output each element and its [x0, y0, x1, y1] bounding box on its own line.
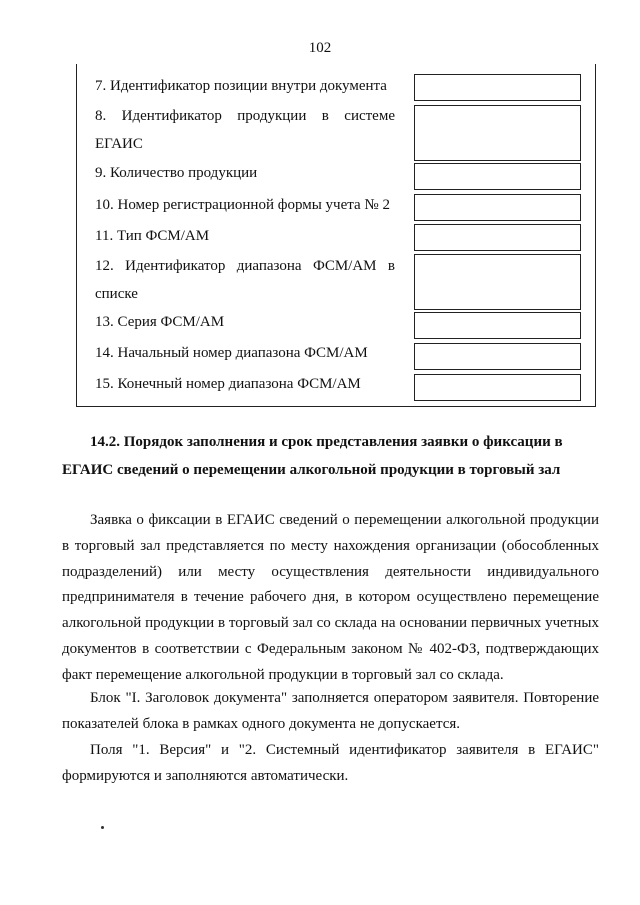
field-input-box[interactable] [414, 163, 581, 190]
field-label-line: 8. Идентификатор продукции в системе [95, 108, 395, 124]
field-input-box[interactable] [414, 312, 581, 339]
body-paragraph [62, 508, 599, 689]
section-heading [62, 428, 582, 484]
form-fields-table [76, 64, 596, 407]
field-input-box[interactable] [414, 254, 581, 310]
field-label: 9. Количество продукции [95, 165, 258, 181]
section-heading-line: 14.2. Порядок заполнения и срок представления заявки о фиксации в [90, 434, 563, 450]
field-input-box[interactable] [414, 224, 581, 251]
field-label-line: 12. Идентификатор диапазона ФСМ/АМ в [95, 258, 395, 274]
field-label: 7. Идентификатор позиции внутри документа [95, 78, 387, 94]
field-label [95, 252, 395, 308]
paragraph-text: Блок "I. Заголовок документа" заполняется оператором заявителя. Повторение показателей блока в рамках одного документа не допускается. [62, 690, 599, 732]
field-label-line: списке [95, 286, 138, 302]
field-input-box[interactable] [414, 343, 581, 370]
field-input-box[interactable] [414, 194, 581, 221]
field-label: 11. Тип ФСМ/АМ [95, 228, 210, 244]
field-label-line: ЕГАИС [95, 136, 143, 152]
field-label: 13. Серия ФСМ/АМ [95, 314, 225, 330]
body-paragraph [62, 686, 599, 738]
page-number: 102 [308, 40, 332, 56]
scan-speck [101, 826, 104, 829]
paragraph-text: Поля "1. Версия" и "2. Системный идентификатор заявителя в ЕГАИС" формируются и заполняются автоматически. [62, 742, 599, 784]
body-paragraph [62, 738, 599, 790]
field-label: 15. Конечный номер диапазона ФСМ/АМ [95, 376, 361, 392]
field-input-box[interactable] [414, 374, 581, 401]
field-label [95, 102, 395, 158]
field-input-box[interactable] [414, 105, 581, 161]
field-label: 10. Номер регистрационной формы учета № 2 [95, 197, 390, 213]
field-label: 14. Начальный номер диапазона ФСМ/АМ [95, 345, 368, 361]
section-heading-line: ЕГАИС сведений о перемещении алкогольной продукции в торговый зал [62, 462, 561, 478]
paragraph-text: Заявка о фиксации в ЕГАИС сведений о перемещении алкогольной продукции в торговый зал представляется по месту нахождения организации (обособленных подразделений) или месту осуществления деятельности индивидуального предпринимателя в течение рабочего дня, в котором осуществлено перемещение алкогольной продукции в торговый зал со склада на основании первичных учетных документов в соответствии с Федеральным законом № 402-ФЗ, подтверждающих факт перемещение алкогольной продукции в торговый зал со склада. [62, 512, 599, 683]
field-input-box[interactable] [414, 74, 581, 101]
